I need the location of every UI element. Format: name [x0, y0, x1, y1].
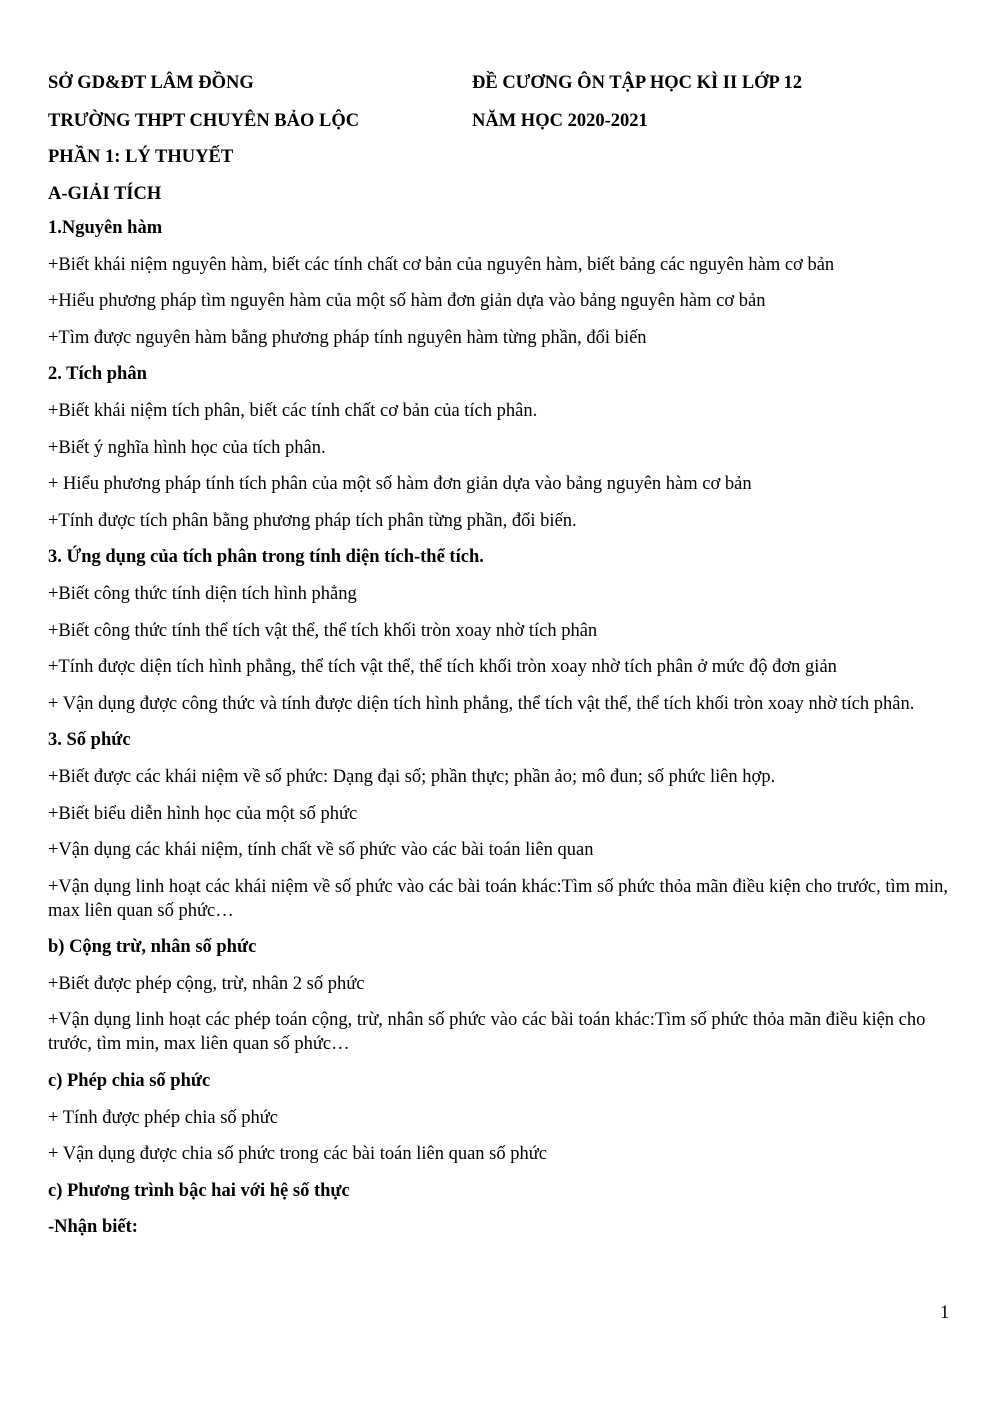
paragraph: +Tìm được nguyên hàm bằng phương pháp tính nguyên hàm từng phần, đổi biến [48, 327, 647, 348]
paragraph: +Vận dụng linh hoạt các phép toán cộng, trừ, nhân số phức vào các bài toán khác:Tìm số phức thỏa mãn điều kiện cho trước, tìm min, max liên quan số phức… [48, 1010, 926, 1055]
paragraph: + Hiểu phương pháp tính tích phân của một số hàm đơn giản dựa vào bảng nguyên hàm cơ bản [48, 474, 752, 495]
paragraph: +Biết được phép cộng, trừ, nhân 2 số phức [48, 973, 365, 994]
paragraph: +Biết khái niệm tích phân, biết các tính chất cơ bản của tích phân. [48, 400, 538, 421]
heading: b) Cộng trừ, nhân số phức [48, 937, 257, 958]
heading: c) Phương trình bậc hai với hệ số thực [48, 1180, 350, 1201]
paragraph: + Tính được phép chia số phức [48, 1107, 279, 1128]
document-title: ĐỀ CƯƠNG ÔN TẬP HỌC KÌ II LỚP 12 [472, 73, 802, 93]
paragraph: +Biết khái niệm nguyên hàm, biết các tính chất cơ bản của nguyên hàm, biết bảng các nguyên hàm cơ bản [48, 254, 835, 275]
heading: 1.Nguyên hàm [48, 218, 163, 238]
paragraph: + Vận dụng được công thức và tính được diện tích hình phẳng, thể tích vật thể, thể tích khối tròn xoay nhờ tích phân. [48, 693, 915, 714]
paragraph: +Tính được tích phân bằng phương pháp tích phân từng phần, đổi biến. [48, 510, 577, 531]
school-year: NĂM HỌC 2020-2021 [472, 111, 648, 131]
heading: 3. Ứng dụng của tích phân trong tính diện tích-thể tích. [48, 547, 484, 568]
paragraph: +Biết công thức tính thể tích vật thể, thể tích khối tròn xoay nhờ tích phân [48, 620, 598, 641]
section-title: A-GIẢI TÍCH [48, 184, 162, 204]
department-name: SỞ GD&ĐT LÂM ĐỒNG [48, 73, 254, 93]
paragraph: +Vận dụng linh hoạt các khái niệm về số phức vào các bài toán khác:Tìm số phức thỏa mãn điều kiện cho trước, tìm min, max liên quan số phức… [48, 876, 949, 921]
heading: 3. Số phức [48, 730, 131, 751]
paragraph: + Vận dụng được chia số phức trong các bài toán liên quan số phức [48, 1144, 547, 1165]
school-name: TRƯỜNG THPT CHUYÊN BẢO LỘC [48, 111, 360, 131]
paragraph: +Biết biểu diễn hình học của một số phức [48, 803, 358, 824]
heading: c) Phép chia số phức [48, 1071, 211, 1092]
paragraph: +Hiểu phương pháp tìm nguyên hàm của một số hàm đơn giản dựa vào bảng nguyên hàm cơ bản [48, 291, 766, 312]
paragraph: +Vận dụng các khái niệm, tính chất về số phức vào các bài toán liên quan [48, 840, 594, 861]
part-title: PHẦN 1: LÝ THUYẾT [48, 147, 234, 167]
paragraph: +Biết công thức tính diện tích hình phẳng [48, 583, 357, 604]
paragraph: +Biết ý nghĩa hình học của tích phân. [48, 437, 326, 458]
paragraph: +Tính được diện tích hình phẳng, thể tích vật thể, thể tích khối tròn xoay nhờ tích phân ở mức độ đơn giản [48, 657, 837, 678]
heading: 2. Tích phân [48, 364, 147, 385]
content-body [48, 216, 953, 1252]
heading: -Nhận biết: [48, 1217, 138, 1238]
page-number: 1 [940, 1303, 950, 1323]
paragraph: +Biết được các khái niệm về số phức: Dạng đại số; phần thực; phần ảo; mô đun; số phức liên hợp. [48, 766, 776, 787]
